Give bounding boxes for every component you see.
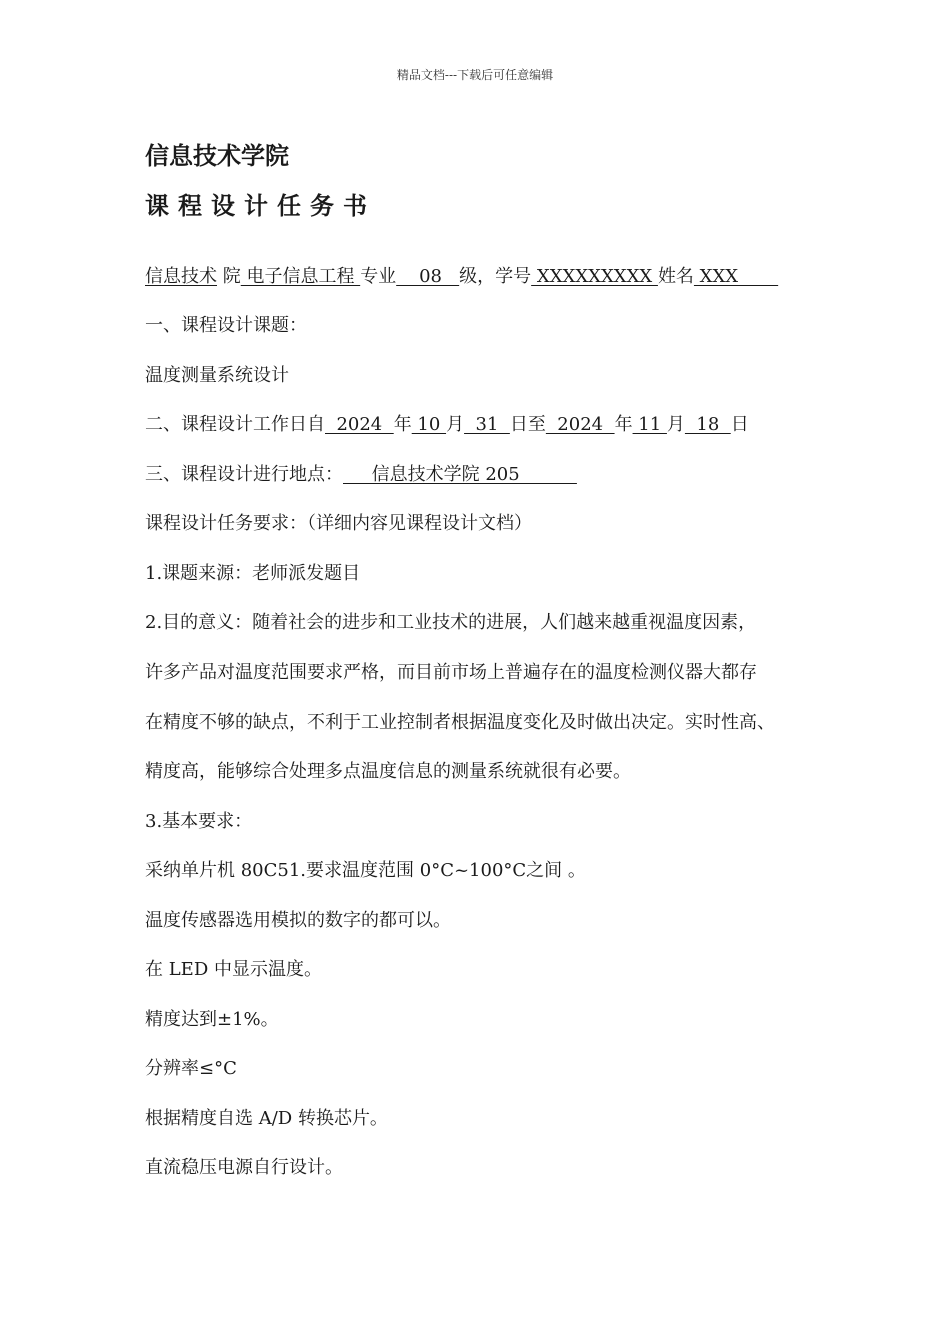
start-month: 10 bbox=[411, 414, 447, 435]
topic-label: 一、课程设计课题： bbox=[145, 315, 307, 336]
month-label: 月 bbox=[666, 414, 685, 435]
end-day: 18 bbox=[684, 414, 731, 435]
requirement-item: 直流稳压电源自行设计。 bbox=[145, 1157, 343, 1178]
requirement-item: 分辨率≤°C bbox=[145, 1058, 237, 1079]
location-label: 三、课程设计进行地点： bbox=[145, 464, 343, 485]
month-label: 月 bbox=[446, 414, 465, 435]
year-label: 年 bbox=[614, 414, 633, 435]
item-purpose-line: 2.目的意义：随着社会的进步和工业技术的进展，人们越来越重视温度因素， bbox=[145, 612, 757, 633]
student-info-line bbox=[145, 265, 778, 289]
document-title-college: 信息技术学院 bbox=[145, 141, 289, 170]
name-label: 姓名 bbox=[657, 266, 694, 287]
location-value: 信息技术学院 205 bbox=[343, 464, 577, 485]
item-purpose-line: 在精度不够的缺点，不利于工业控制者根据温度变化及时做出决定。实时性高、 bbox=[145, 712, 775, 733]
item-purpose-line: 许多产品对温度范围要求严格，而目前市场上普遍存在的温度检测仪器大都存 bbox=[145, 662, 757, 683]
topic-value: 温度测量系统设计 bbox=[145, 365, 289, 386]
basic-requirements-label: 3.基本要求： bbox=[145, 811, 253, 832]
end-month: 11 bbox=[632, 414, 667, 435]
item-source: 1.课题来源：老师派发题目 bbox=[145, 563, 361, 584]
name-value: XXX bbox=[693, 266, 779, 287]
start-day: 31 bbox=[464, 414, 510, 435]
end-year: 2024 bbox=[545, 414, 615, 435]
requirement-item: 在 LED 中显示温度。 bbox=[145, 959, 322, 980]
grade-label: 级，学号 bbox=[459, 266, 532, 287]
requirement-item: 根据精度自选 A/D 转换芯片。 bbox=[145, 1108, 388, 1129]
major-label: 专业 bbox=[360, 266, 397, 287]
grade-value: 08 bbox=[396, 266, 460, 287]
requirements-label: 课程设计任务要求：（详细内容见课程设计文档） bbox=[145, 513, 532, 534]
location-line bbox=[145, 463, 577, 487]
student-id-value: XXXXXXXXX bbox=[531, 266, 658, 287]
day-label: 日 bbox=[730, 414, 749, 435]
start-year: 2024 bbox=[325, 414, 394, 435]
requirement-item: 温度传感器选用模拟的数字的都可以。 bbox=[145, 910, 451, 931]
requirement-item: 精度达到±1%。 bbox=[145, 1009, 279, 1030]
document-title-task: 课程设计任务书 bbox=[145, 191, 376, 220]
date-range-line bbox=[145, 413, 749, 437]
year-label: 年 bbox=[393, 414, 412, 435]
college-value: 信息技术 bbox=[145, 266, 217, 287]
date-prefix: 二、课程设计工作日自 bbox=[145, 414, 325, 435]
item-purpose-line: 精度高，能够综合处理多点温度信息的测量系统就很有必要。 bbox=[145, 761, 631, 782]
requirement-item: 采纳单片机 80C51.要求温度范围 0°C~100°C之间 。 bbox=[145, 860, 586, 881]
major-value: 电子信息工程 bbox=[240, 266, 361, 287]
page-header: 精品文档---下载后可任意编辑 bbox=[396, 68, 554, 82]
day-to-label: 日至 bbox=[509, 414, 546, 435]
college-suffix: 院 bbox=[217, 266, 241, 287]
